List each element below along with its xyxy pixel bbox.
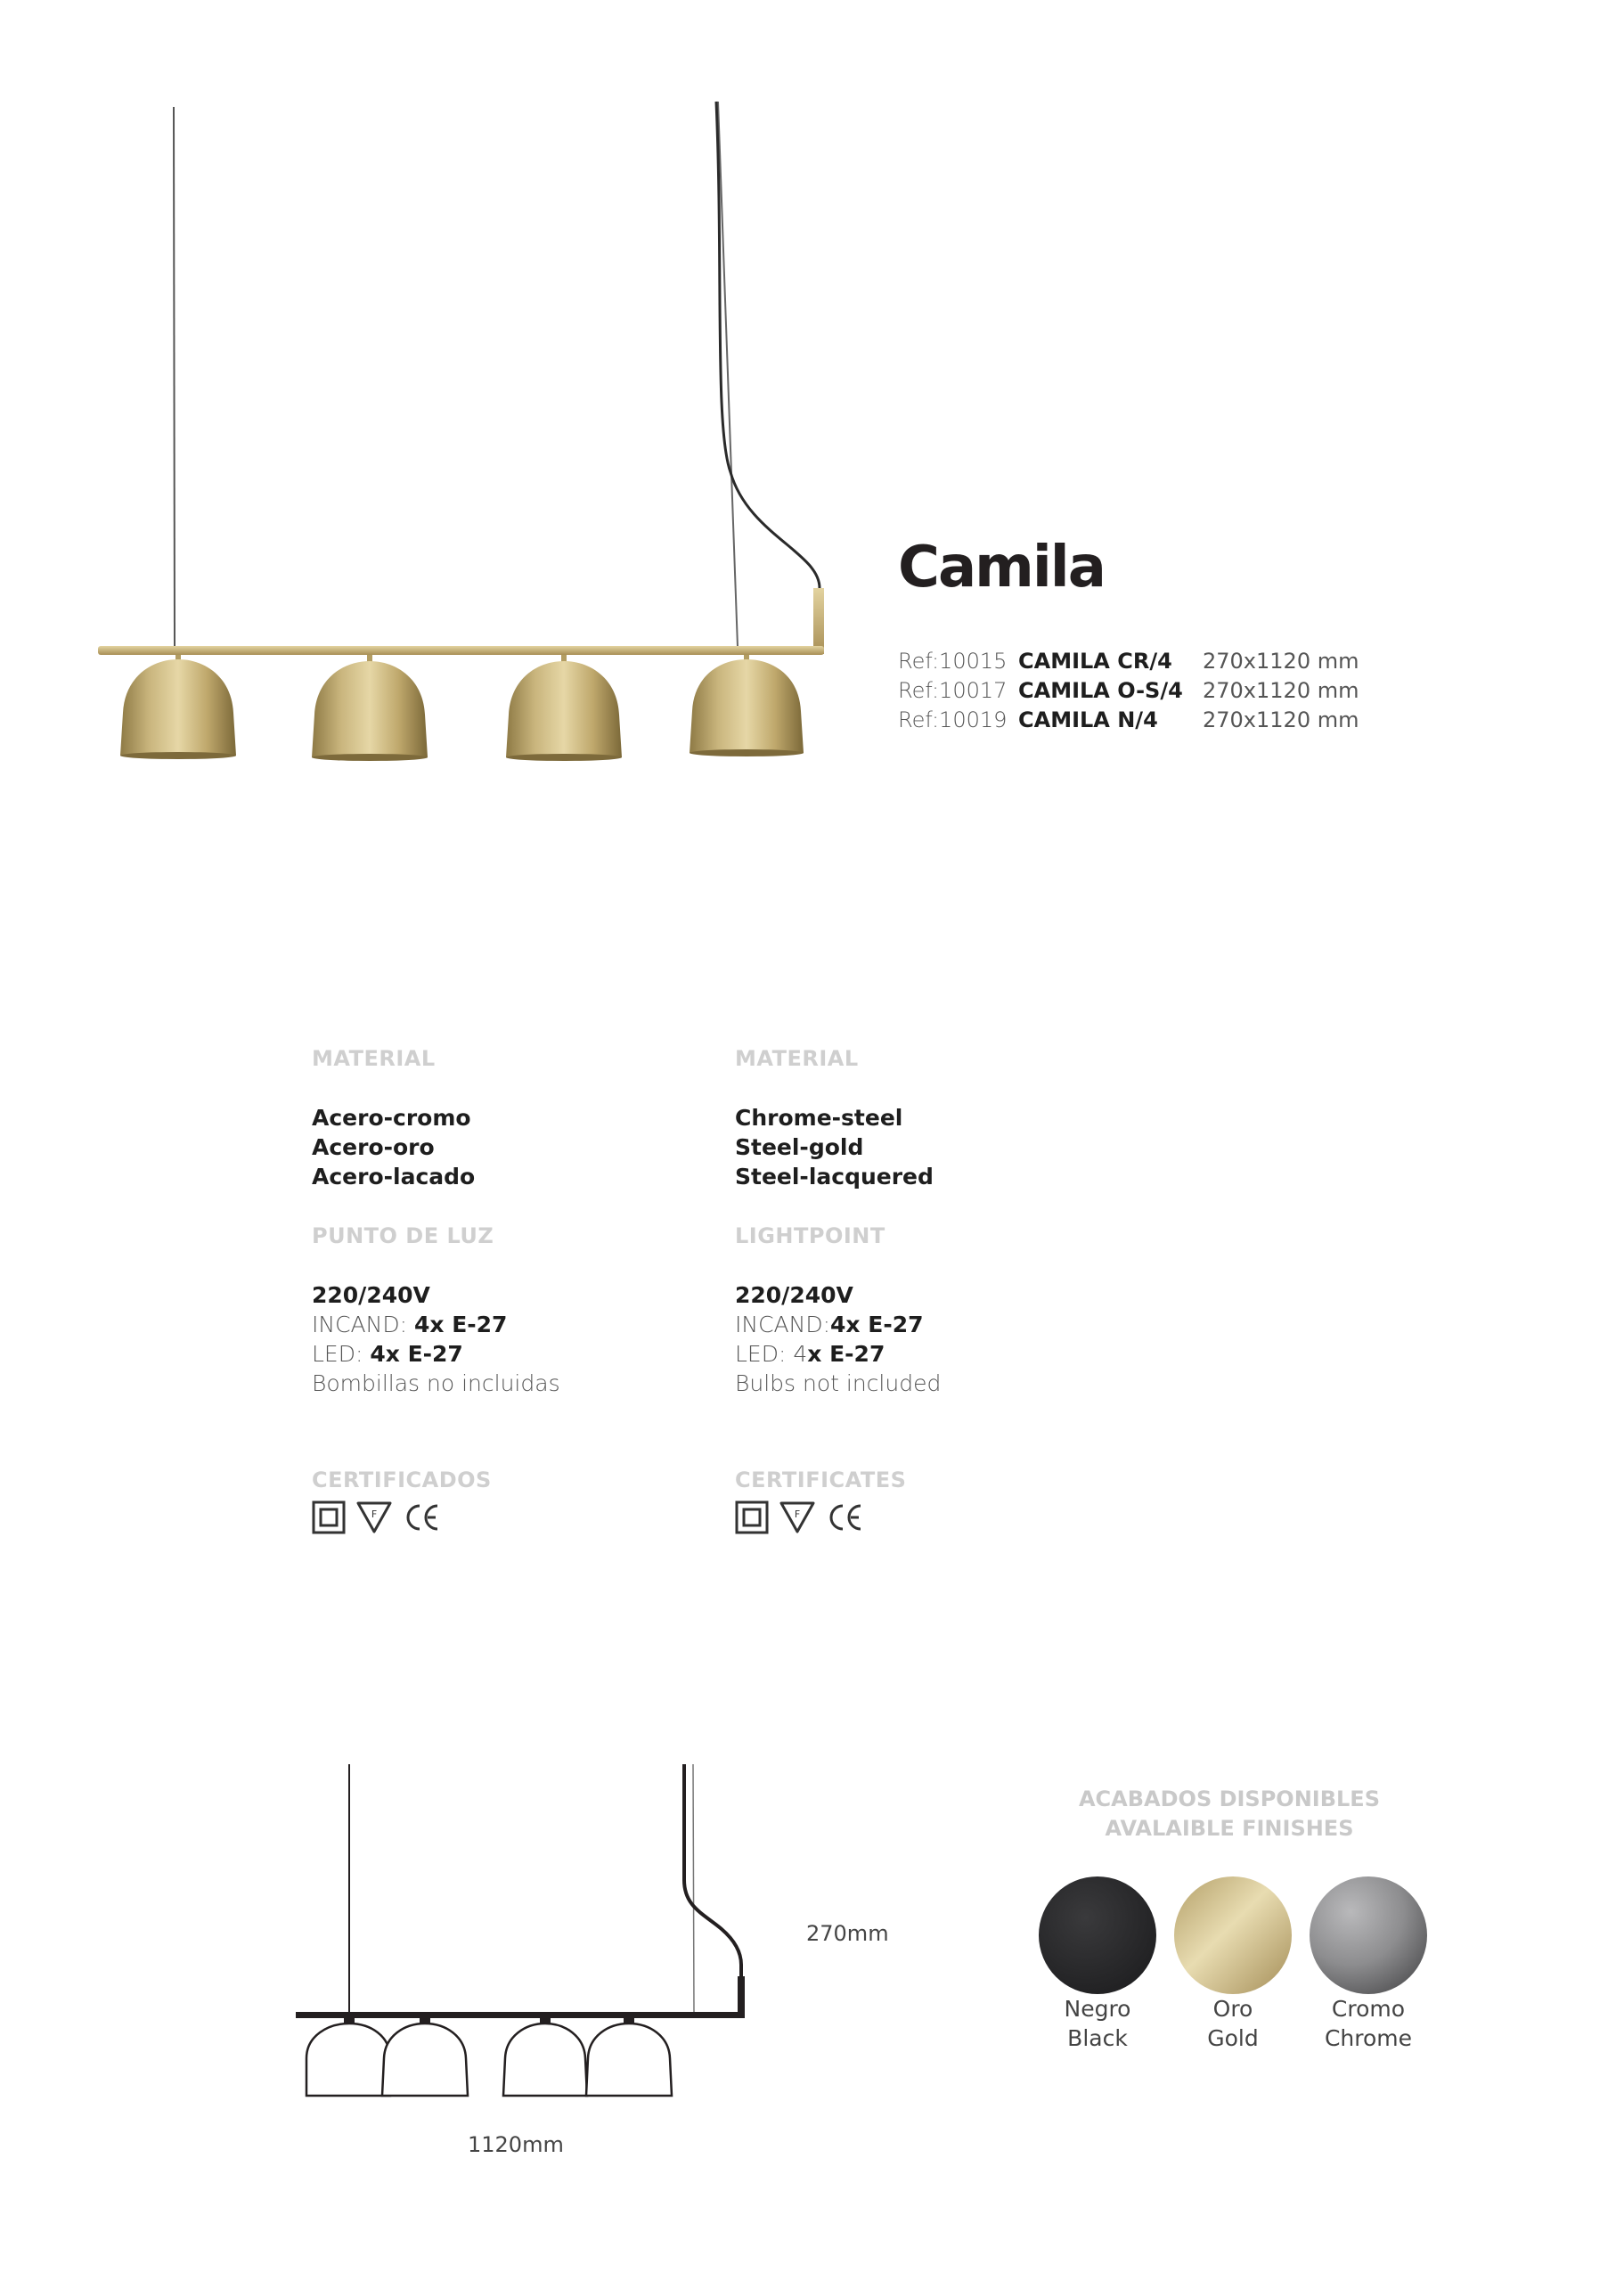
diagram-shade-2 bbox=[382, 2018, 468, 2096]
class-ii-icon bbox=[735, 1500, 769, 1534]
shade-4 bbox=[690, 655, 804, 756]
material-item: Steel-lacquered bbox=[735, 1164, 934, 1190]
model-size: 270x1120 mm bbox=[1203, 649, 1359, 674]
finishes-heading bbox=[1042, 1785, 1416, 1844]
reference-number: Ref:10019 bbox=[898, 707, 1008, 732]
incand-value: 4x E-27 bbox=[830, 1312, 924, 1337]
spec-column-english bbox=[735, 1044, 1109, 1540]
bulbs-note: Bombillas no incluidas bbox=[312, 1370, 560, 1396]
incand-line bbox=[735, 1310, 1109, 1339]
certificate-icons bbox=[735, 1500, 1109, 1540]
finish-name-en: Gold bbox=[1207, 2025, 1259, 2051]
product-title: Camila bbox=[898, 535, 1105, 601]
black-swatch bbox=[1039, 1876, 1156, 1994]
chrome-swatch bbox=[1310, 1876, 1427, 1994]
finishes-heading-es: ACABADOS DISPONIBLES bbox=[1078, 1786, 1380, 1811]
material-item: Acero-lacado bbox=[312, 1164, 476, 1190]
gold-swatch bbox=[1174, 1876, 1292, 1994]
shade-1 bbox=[120, 655, 236, 759]
model-name: CAMILA N/4 bbox=[1018, 707, 1158, 732]
led-line bbox=[735, 1339, 1109, 1369]
diagram-shade-4 bbox=[586, 2018, 672, 2096]
finish-swatches bbox=[1033, 1871, 1443, 2005]
finish-name-es: Oro bbox=[1212, 1996, 1253, 2022]
led-line bbox=[312, 1339, 686, 1369]
led-label: LED: bbox=[312, 1341, 363, 1367]
incand-value: 4x E-27 bbox=[413, 1312, 508, 1337]
ce-mark-icon bbox=[403, 1500, 442, 1534]
led-count: 4 bbox=[793, 1341, 808, 1367]
certificate-icons bbox=[312, 1500, 686, 1540]
led-label: LED: bbox=[735, 1341, 787, 1367]
model-size: 270x1120 mm bbox=[1203, 707, 1359, 732]
f-mark-icon bbox=[779, 1500, 815, 1534]
class-ii-icon bbox=[312, 1500, 346, 1534]
reference-number: Ref:10017 bbox=[898, 678, 1008, 703]
incand-label: INCAND: bbox=[735, 1312, 831, 1337]
voltage: 220/240V bbox=[312, 1282, 430, 1308]
spec-column-spanish bbox=[312, 1044, 686, 1540]
finish-label-gold bbox=[1162, 1994, 1304, 2053]
lightpoint-heading: PUNTO DE LUZ bbox=[312, 1223, 494, 1248]
model-name: CAMILA O-S/4 bbox=[1018, 678, 1183, 703]
diagram-shade-3 bbox=[503, 2018, 587, 2096]
material-item: Acero-cromo bbox=[312, 1105, 471, 1131]
incand-line bbox=[312, 1310, 686, 1339]
material-heading: MATERIAL bbox=[735, 1046, 859, 1071]
led-value: 4x E-27 bbox=[370, 1341, 463, 1367]
certificates-heading: CERTIFICATES bbox=[735, 1468, 907, 1492]
finish-name-en: Chrome bbox=[1324, 2025, 1413, 2051]
diagram-shade-1 bbox=[306, 2018, 390, 2096]
svg-text:F: F bbox=[371, 1508, 378, 1520]
height-dimension: 270mm bbox=[806, 1921, 889, 1946]
led-value: x E-27 bbox=[807, 1341, 885, 1367]
incand-label: INCAND: bbox=[312, 1312, 408, 1337]
material-item: Chrome-steel bbox=[735, 1105, 903, 1131]
f-mark-icon bbox=[356, 1500, 392, 1534]
shade-3 bbox=[506, 655, 622, 761]
finishes-heading-en: AVALAIBLE FINISHES bbox=[1105, 1816, 1354, 1841]
lightpoint-heading: LIGHTPOINT bbox=[735, 1223, 885, 1248]
material-item: Steel-gold bbox=[735, 1134, 864, 1160]
reference-number: Ref:10015 bbox=[898, 649, 1008, 674]
finish-name-en: Black bbox=[1067, 2025, 1128, 2051]
finish-name-es: Negro bbox=[1064, 1996, 1131, 2022]
width-dimension: 1120mm bbox=[468, 2132, 564, 2157]
svg-text:F: F bbox=[794, 1508, 801, 1520]
bulbs-note: Bulbs not included bbox=[735, 1370, 942, 1396]
product-photo bbox=[71, 89, 873, 784]
finish-name-es: Cromo bbox=[1331, 1996, 1406, 2022]
model-size: 270x1120 mm bbox=[1203, 678, 1359, 703]
material-heading: MATERIAL bbox=[312, 1046, 436, 1071]
voltage: 220/240V bbox=[735, 1282, 853, 1308]
finish-label-black bbox=[1026, 1994, 1169, 2053]
material-item: Acero-oro bbox=[312, 1134, 435, 1160]
shade-2 bbox=[312, 655, 428, 761]
model-name: CAMILA CR/4 bbox=[1018, 649, 1172, 674]
finish-label-chrome bbox=[1297, 1994, 1440, 2053]
certificates-heading: CERTIFICADOS bbox=[312, 1468, 492, 1492]
dimension-drawing bbox=[285, 1764, 784, 2121]
ce-mark-icon bbox=[826, 1500, 865, 1534]
